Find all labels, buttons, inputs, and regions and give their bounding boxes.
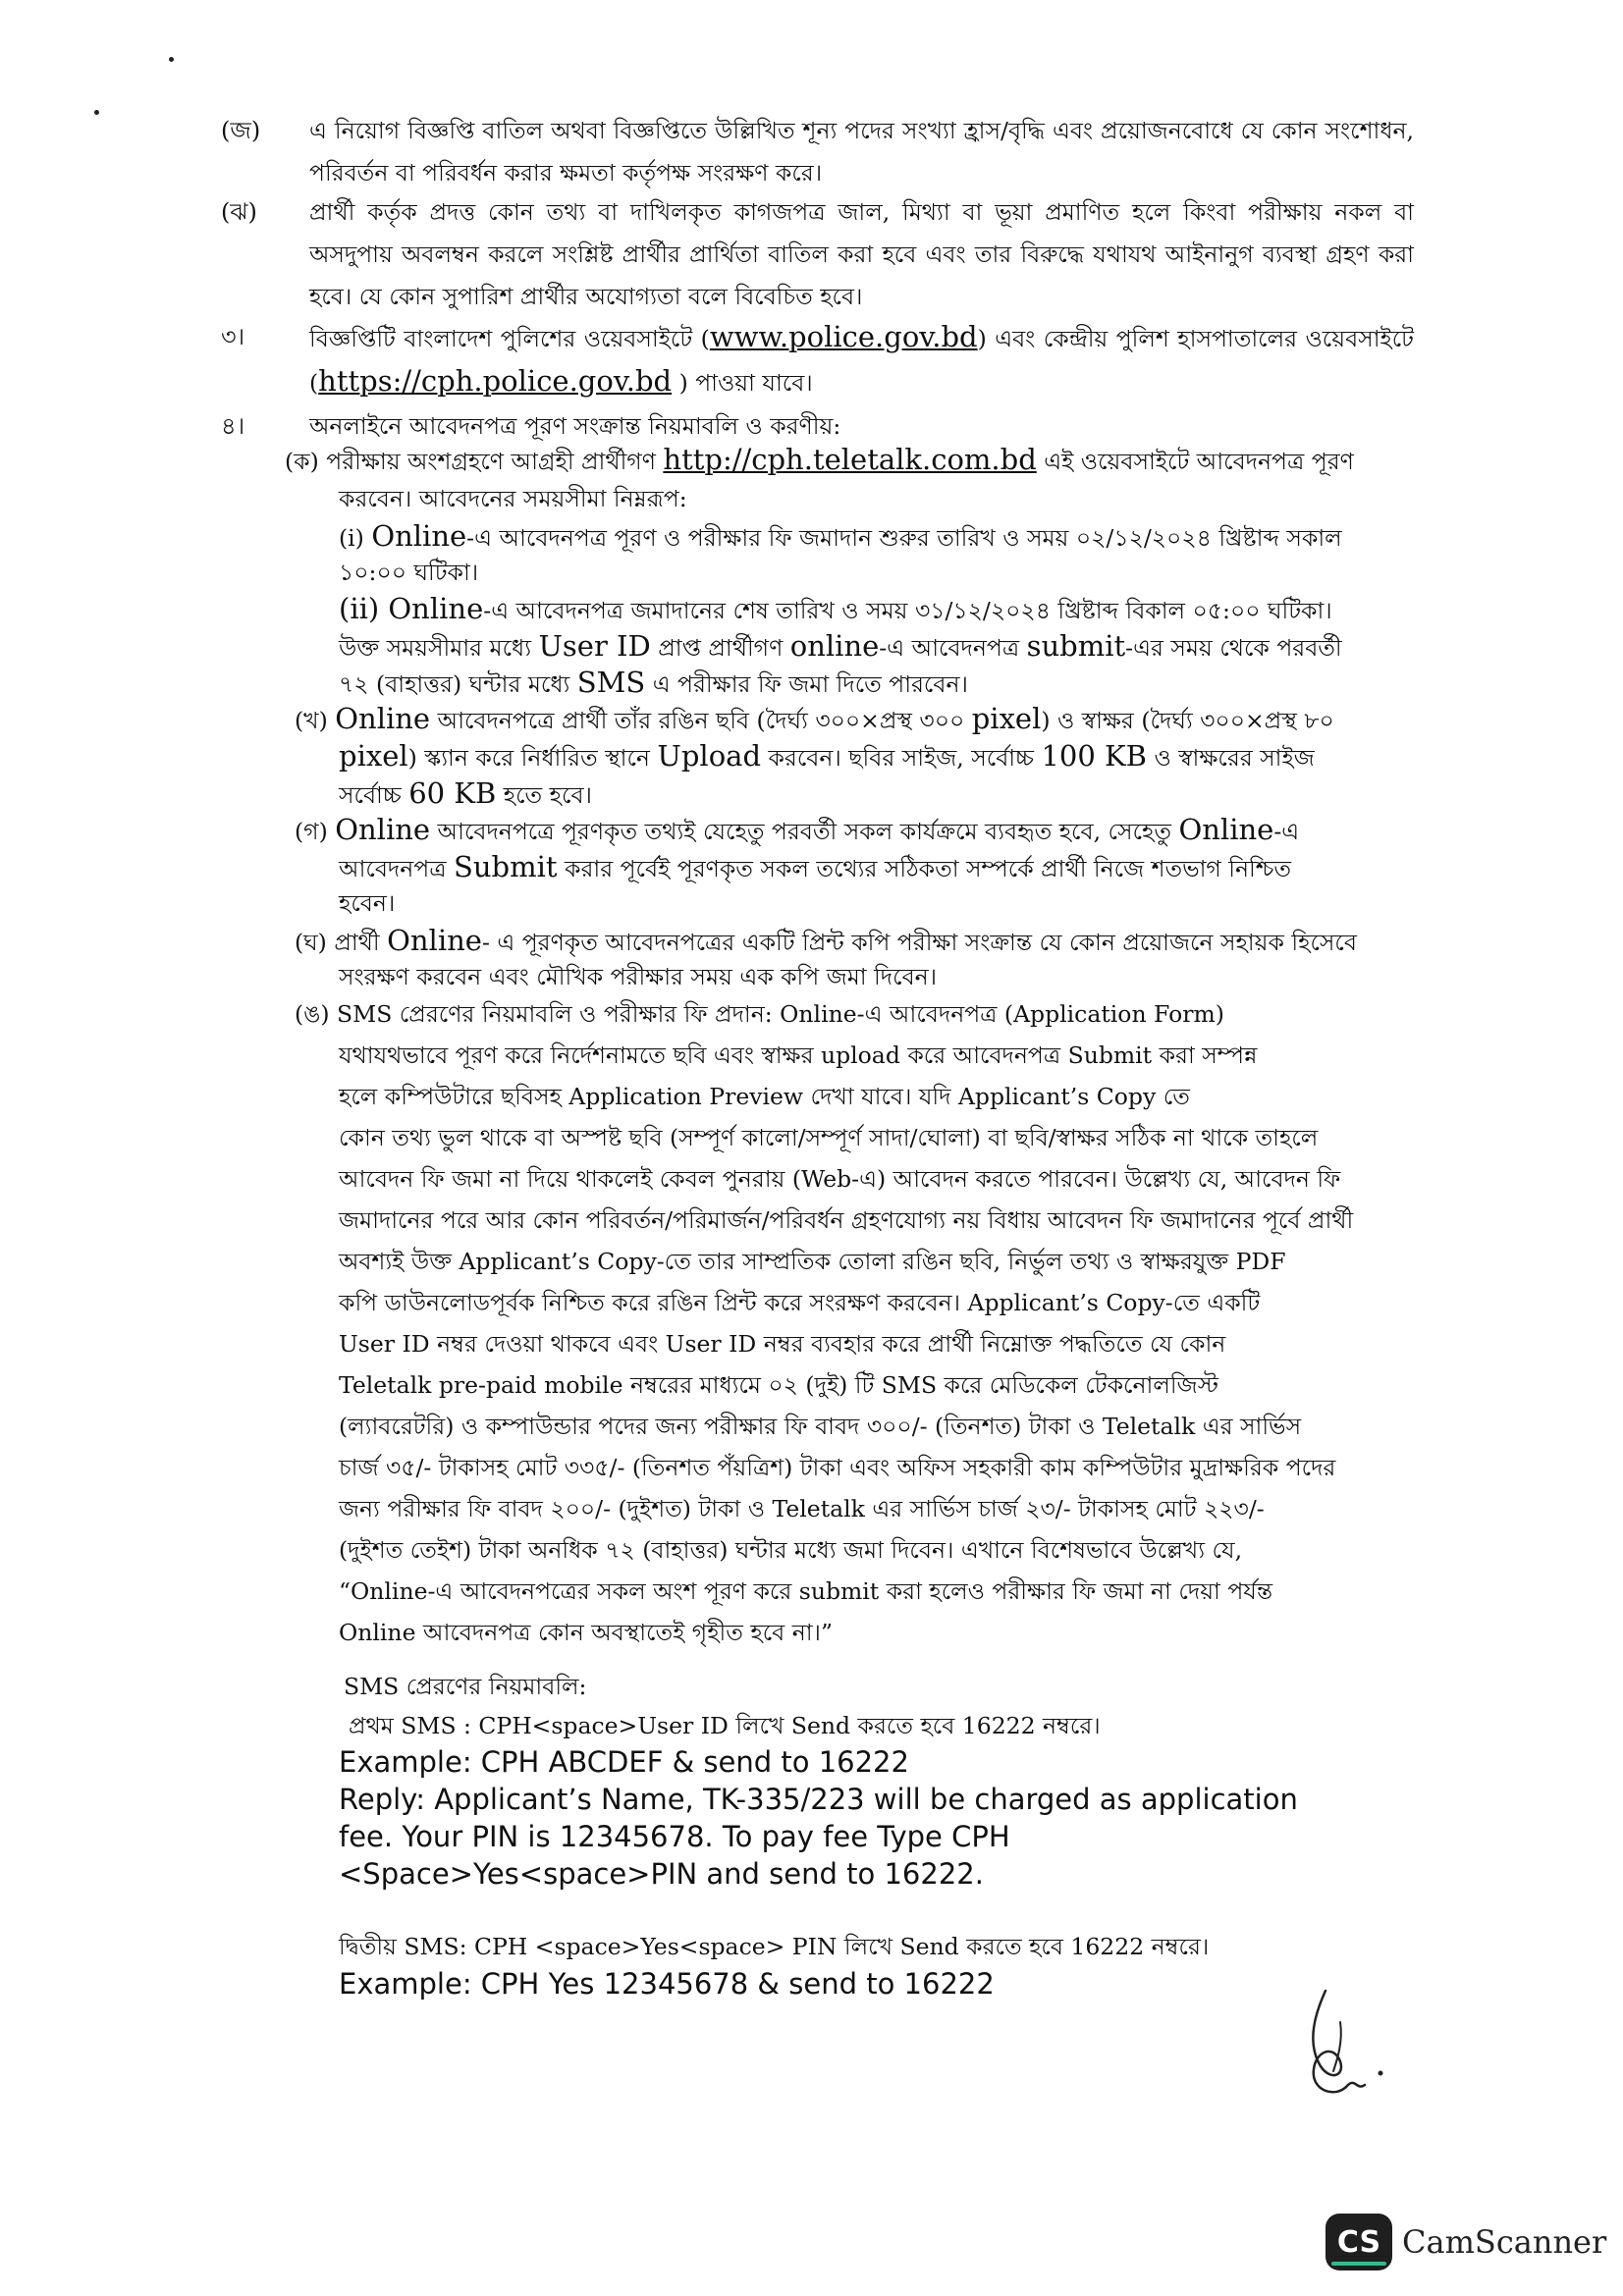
sms-heading: SMS প্রেরণের নিয়মাবলি: — [344, 1673, 587, 1700]
text-part: করার পূর্বেই পূরণকৃত সকল তথ্যের সঠিকতা সম্পর্কে প্রার্থী নিজে শতভাগ নিশ্চিত — [557, 855, 1292, 882]
clause-three — [221, 316, 1414, 404]
clause-text: এ নিয়োগ বিজ্ঞপ্তি বাতিল অথবা বিজ্ঞপ্তিতে উল্লিখিত শূন্য পদের সংখ্যা হ্রাস/বৃদ্ধি এবং প্রয়োজনবোধে যে কোন সংশোধন, পরিবর্তন বা পরিবর্ধন করার ক্ষমতা কর্তৃপক্ষ সংরক্ষণ করে। — [309, 117, 1414, 187]
text-part: আবেদনপত্রে পূরণকৃত তথ্যই যেহেতু পরবর্তী সকল কার্যক্রমে ব্যবহৃত হবে, সেহেতু — [430, 818, 1179, 845]
ka-line-2: করবেন। আবেদনের সময়সীমা নিম্নরূপ: — [339, 485, 687, 512]
text-part: -এ আবেদনপত্র পূরণ ও পরীক্ষার ফি জমাদান শুরুর তারিখ ও সময় ০২/১২/২০২৪ খ্রিষ্টাব্দ সকাল — [466, 524, 1342, 552]
kha-line-1 — [295, 701, 1334, 739]
police-website-link[interactable]: www.police.gov.bd — [709, 320, 978, 353]
uo-line: (ঙ) SMS প্রেরণের নিয়মাবলি ও পরীক্ষার ফি প্রদান: Online-এ আবেদনপত্র (Application Form) — [295, 1000, 1224, 1028]
text-part: SMS — [576, 666, 646, 699]
text-part: 100 KB — [1041, 739, 1147, 773]
uo-line: Online আবেদনপত্র কোন অবস্থাতেই গৃহীত হবে না।” — [339, 1619, 833, 1646]
clause-text — [309, 316, 1414, 404]
text-part: Online — [371, 519, 467, 553]
text-part: submit — [1026, 629, 1126, 663]
text-part: - এ পূরণকৃত আবেদনপত্রের একটি প্রিন্ট কপি পরীক্ষা সংক্রান্ত যে কোন প্রয়োজনে সহায়ক হিসেবে — [481, 929, 1357, 956]
text-part: Online — [335, 813, 431, 846]
clause-number: ৪। — [221, 412, 245, 440]
text-part: হতে হবে। — [496, 781, 592, 809]
sms-reply-2: fee. Your PIN is 12345678. To pay fee Type CPH — [339, 1820, 1010, 1853]
text-part: -এর সময় থেকে পরবর্তী — [1125, 634, 1342, 662]
text-part: (ক) পরীক্ষায় অংশগ্রহণে আগ্রহী প্রার্থীগণ — [285, 448, 664, 475]
sms-reply-3: <Space>Yes<space>PIN and send to 16222. — [339, 1857, 984, 1891]
uo-line: জন্য পরীক্ষার ফি বাবদ ২০০/- (দুইশত) টাকা ও Teletalk এর সার্ভিস চার্জ ২৩/- টাকাসহ মোট ২২৩/- — [339, 1495, 1265, 1522]
text-part: উক্ত সময়সীমার মধ্যে — [339, 634, 539, 662]
signature-icon — [1286, 1983, 1424, 2110]
sms-example-1: Example: CPH ABCDEF & send to 16222 — [339, 1745, 909, 1779]
uo-line: কপি ডাউনলোডপূর্বক নিশ্চিত করে রঙিন প্রিন্ট করে সংরক্ষণ করবেন। Applicant’s Copy-তে একটি — [339, 1289, 1261, 1316]
text-part: pixel — [339, 739, 408, 773]
ka-line-1 — [285, 442, 1354, 480]
text-part: (i) — [339, 524, 372, 552]
kha-line-2 — [339, 738, 1315, 776]
text-part: আবেদনপত্রে প্রার্থী তাঁর রঙিন ছবি (দৈর্ঘ্য ৩০০×প্রস্থ ৩০০ — [430, 707, 972, 734]
gha-line-1 — [295, 923, 1357, 961]
ka-line-4: ১০:০০ ঘটিকা। — [339, 559, 479, 586]
text-part: User ID — [538, 629, 651, 663]
scan-speck — [94, 110, 99, 115]
uo-line: আবেদন ফি জমা না দিয়ে থাকলেই কেবল পুনরায় (Web-এ) আবেদন করতে পারবেন। উল্লেখ্য যে, আবেদন ফি — [339, 1165, 1341, 1193]
text-part: করবেন। ছবির সাইজ, সর্বোচ্চ — [761, 744, 1042, 772]
uo-line: User ID নম্বর দেওয়া থাকবে এবং User ID নম্বর ব্যবহার করে প্রার্থী নিম্নোক্ত পদ্ধতিতে যে কোন — [339, 1330, 1226, 1358]
text-part: (ঘ) প্রার্থী — [295, 929, 388, 956]
text-part: Upload — [657, 739, 762, 773]
ga-line-2 — [339, 849, 1291, 887]
text-part: বিজ্ঞপ্তিটি বাংলাদেশ পুলিশের ওয়েবসাইটে ( — [309, 325, 710, 352]
text-part: ) এবং কেন্দ্রীয় পুলিশ হাসপাতালের ওয়েবসাইটে ( — [309, 325, 1414, 397]
uo-line: (দুইশত তেইশ) টাকা অনধিক ৭২ (বাহাত্তর) ঘন্টার মধ্যে জমা দিবেন। এখানে বিশেষভাবে উল্লেখ্য যে, — [339, 1536, 1243, 1564]
uo-line: Teletalk pre-paid mobile নম্বরের মাধ্যমে ০২ (দুই) টি SMS করে মেডিকেল টেকনোলজিস্ট — [339, 1371, 1218, 1399]
clause-text: প্রার্থী কর্তৃক প্রদত্ত কোন তথ্য বা দাখিলকৃত কাগজপত্র জাল, মিথ্যা বা ভূয়া প্রমাণিত হলে কিংবা পরীক্ষায় নকল বা অসদুপায় অবলম্বন করলে সংশ্লিষ্ট প্রার্থীর প্রার্থিতা বাতিল করা হবে এবং তার বিরুদ্ধে যথাযথ আইনানুগ ব্যবস্থা গ্রহণ করা হবে। যে কোন সুপারিশ প্রার্থীর অযোগ্যতা বলে বিবেচিত হবে। — [309, 198, 1414, 310]
text-part: -এ আবেদনপত্র জমাদানের শেষ তারিখ ও সময় ৩১/১২/২০২৪ খ্রিষ্টাব্দ বিকাল ০৫:০০ ঘটিকা। — [483, 597, 1332, 624]
text-part: আবেদনপত্র — [339, 855, 454, 882]
gha-line-2: সংরক্ষণ করবেন এবং মৌখিক পরীক্ষার সময় এক কপি জমা দিবেন। — [339, 963, 938, 990]
clause-number: ৩। — [221, 323, 245, 350]
text-part: এ পরীক্ষার ফি জমা দিতে পারবেন। — [645, 670, 968, 698]
camscanner-brand: CamScanner — [1402, 2223, 1607, 2261]
text-part: Online — [1178, 813, 1274, 846]
sms-reply-1: Reply: Applicant’s Name, TK-335/223 will be charged as application — [339, 1783, 1298, 1816]
text-part: -এ আবেদনপত্র — [879, 634, 1027, 662]
text-part: (ii) Online — [339, 592, 484, 625]
camscanner-logo-icon: CS — [1325, 2214, 1392, 2270]
uo-line: (ল্যাবরেটরি) ও কম্পাউন্ডার পদের জন্য পরীক্ষার ফি বাবদ ৩০০/- (তিনশত) টাকা ও Teletalk এর সার্ভিস — [339, 1413, 1302, 1440]
text-part: 60 KB — [408, 776, 497, 810]
text-part: ) স্ক্যান করে নির্ধারিত স্থানে — [407, 744, 658, 772]
ka-line-7 — [339, 665, 968, 703]
text-part: Submit — [454, 850, 558, 883]
teletalk-link[interactable]: http://cph.teletalk.com.bd — [663, 443, 1037, 476]
ga-line-1 — [295, 812, 1299, 850]
sms-second: দ্বিতীয় SMS: CPH <space>Yes<space> PIN লিখে Send করতে হবে 16222 নম্বরে। — [339, 1933, 1210, 1960]
text-part: (খ) — [295, 707, 336, 734]
camscanner-watermark — [1325, 2214, 1606, 2270]
uo-line: চার্জ ৩৫/- টাকাসহ মোট ৩৩৫/- (তিনশত পঁয়ত্রিশ) টাকা এবং অফিস সহকারী কাম কম্পিউটার মুদ্রাক্ষরিক পদের — [339, 1454, 1336, 1481]
text-part: Online — [335, 702, 431, 735]
scan-speck — [169, 57, 174, 62]
text-part: online — [789, 629, 880, 663]
clause-jho — [221, 191, 1414, 318]
sms-first: প্রথম SMS : CPH<space>User ID লিখে Send করতে হবে 16222 নম্বরে। — [349, 1712, 1101, 1739]
uo-line: কোন তথ্য ভুল থাকে বা অস্পষ্ট ছবি (সম্পূর্ণ কালো/সম্পূর্ণ সাদা/ঘোলা) বা ছবি/স্বাক্ষর সঠিক না থাকে তাহলে — [339, 1124, 1319, 1151]
clause-text: অনলাইনে আবেদনপত্র পূরণ সংক্রান্ত নিয়মাবলি ও করণীয়: — [309, 412, 841, 440]
text-part: সর্বোচ্চ — [339, 781, 409, 809]
text-part: ৭২ (বাহাত্তর) ঘন্টার মধ্যে — [339, 670, 577, 698]
text-part: (গ) — [295, 818, 336, 845]
text-part: ) ও স্বাক্ষর (দৈর্ঘ্য ৩০০×প্রস্থ ৮০ — [1041, 707, 1334, 734]
clause-number: (জ) — [221, 117, 261, 144]
sms-example-2: Example: CPH Yes 12345678 & send to 16222 — [339, 1967, 995, 2001]
text-part: প্রাপ্ত প্রার্থীগণ — [650, 634, 790, 662]
text-part: pixel — [971, 702, 1042, 735]
text-part: এই ওয়েবসাইটে আবেদনপত্র পূরণ — [1036, 448, 1354, 475]
cph-website-link[interactable]: https://cph.police.gov.bd — [318, 364, 673, 398]
ga-line-3: হবেন। — [339, 889, 396, 917]
text-part: -এ — [1273, 818, 1300, 845]
uo-line: অবশ্যই উক্ত Applicant’s Copy-তে তার সাম্প্রতিক তোলা রঙিন ছবি, নির্ভুল তথ্য ও স্বাক্ষরযুক্ত PDF — [339, 1248, 1286, 1275]
uo-line: “Online-এ আবেদনপত্রের সকল অংশ পূরণ করে submit করা হলেও পরীক্ষার ফি জমা না দেয়া পর্যন্ত — [339, 1577, 1273, 1605]
clause-number: (ঝ) — [221, 198, 257, 226]
clause-jo — [221, 110, 1414, 194]
ka-line-6 — [339, 628, 1342, 667]
kha-line-3 — [339, 775, 592, 814]
text-part: Online — [387, 924, 482, 957]
ka-line-3 — [339, 518, 1342, 557]
uo-line: জমাদানের পরে আর কোন পরিবর্তন/পরিমার্জন/পরিবর্ধন গ্রহণযোগ্য নয় বিধায় আবেদন ফি জমাদানের পূর্বে প্রার্থী — [339, 1206, 1354, 1234]
uo-line: হলে কম্পিউটারে ছবিসহ Application Preview দেখা যাবে। যদি Applicant’s Copy তে — [339, 1083, 1190, 1110]
text-part: ) পাওয়া যাবে। — [672, 369, 813, 397]
text-part: ও স্বাক্ষরের সাইজ — [1146, 744, 1315, 772]
ka-line-5 — [339, 591, 1332, 629]
uo-line: যথাযথভাবে পূরণ করে নির্দেশনামতে ছবি এবং স্বাক্ষর upload করে আবেদনপত্র Submit করা সম্পন্ন — [339, 1041, 1258, 1069]
